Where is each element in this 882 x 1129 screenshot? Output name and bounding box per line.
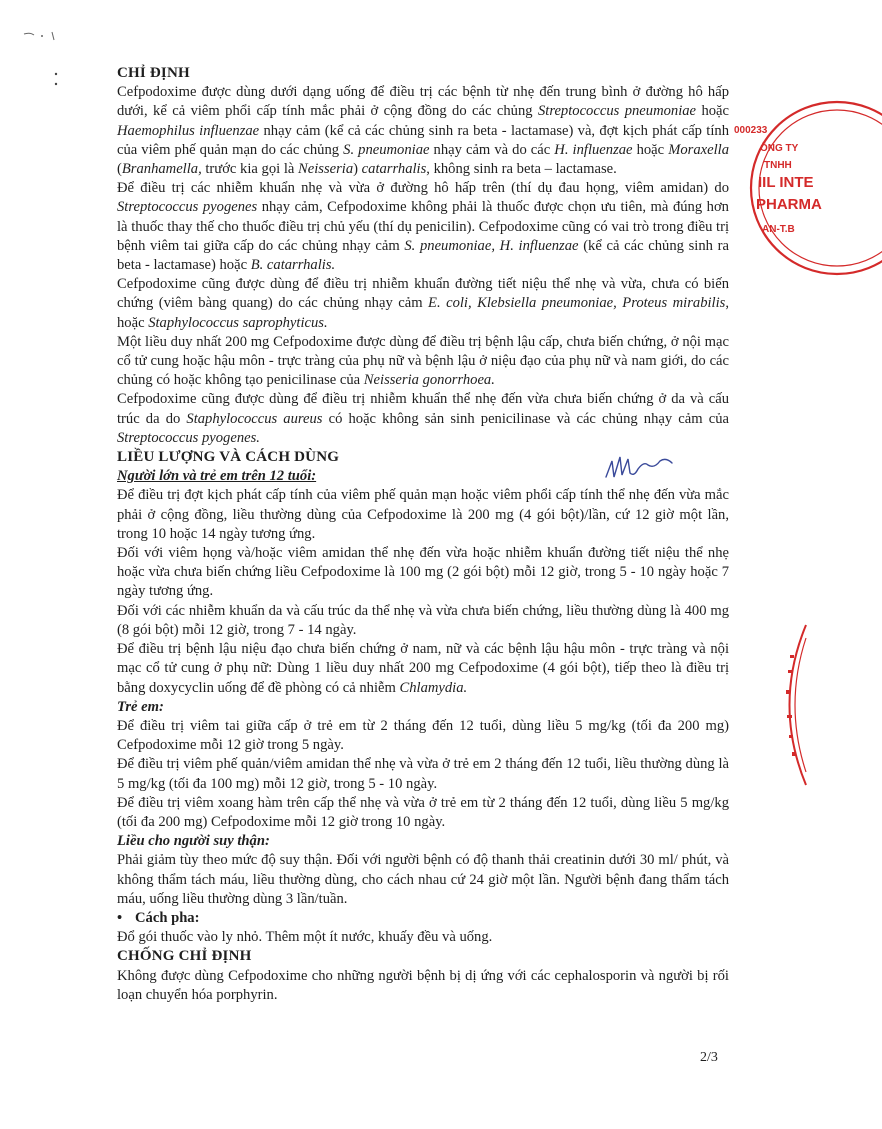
stamp-fragment — [768, 620, 808, 790]
dosage-adults-paragraph-3: Đối với các nhiễm khuẩn da và cấu trúc da thể nhẹ và vừa chưa biến chứng, liều thường dùng là 400 mg (8 gói bột) mỗi 12 giờ, trong 7 - 14 ngày. — [117, 602, 729, 638]
dosage-children-paragraph-2: Để điều trị viêm phế quản/viêm amidan thể nhẹ và vừa ở trẻ em 2 tháng đến 12 tuổi, liều thường dùng là 5 mg/kg (tối đa 100 mg) mỗi 12 giờ, trong 5 - 10 ngày. — [117, 756, 729, 792]
signature-icon — [600, 447, 680, 487]
dosage-children-paragraph-3: Để điều trị viêm xoang hàm trên cấp thể nhẹ và vừa ở trẻ em từ 2 tháng đến 12 tuổi, dùng liều 5 mg/kg (tối đa 200 mg) Cefpodoxime mỗi 12 giờ trong 10 ngày. — [117, 794, 729, 830]
stamp-text-4: IIL INTE — [758, 174, 814, 191]
preparation-paragraph: Đổ gói thuốc vào ly nhỏ. Thêm một ít nước, khuấy đều và uống. — [117, 929, 493, 946]
stamp-text-6: AN-T.B — [762, 224, 795, 235]
dosage-children-paragraph-1: Để điều trị viêm tai giữa cấp ở trẻ em từ 2 tháng đến 12 tuổi, dùng liều 5 mg/kg (tối đa 200 mg) Cefpodoxime mỗi 12 giờ trong 5 ngày. — [117, 717, 729, 754]
subheading-adults: Người lớn và trẻ em trên 12 tuổi: — [117, 468, 317, 485]
subheading-preparation — [117, 909, 729, 928]
indications-paragraph-2: Để điều trị các nhiễm khuẩn nhẹ và vừa ở đường hô hấp trên (thí dụ đau họng, viêm amidan) do Streptococcus pyogenes nhạy cảm, Cefpodoxime không phải là thuốc được chọn ưu tiên, mà đúng hơn là thuốc thay thế cho thuốc điều trị chủ yếu (thí dụ penicilin). Cefpodoxime cũng có vai trò trong điều trị bệnh viêm tai giữa cấp do các chủng nhạy cảm S. pneumoniae, H. influenzae (kể cả các chủng sinh ra beta - lactamase) hoặc B. catarrhalis. — [117, 180, 729, 274]
dosage-adults-paragraph-2: Đối với viêm họng và/hoặc viêm amidan thể nhẹ đến vừa hoặc nhiễm khuẩn đường tiết niệu thể nhẹ hoặc vừa chưa biến chứng liều Cefpodoxime là 100 mg (2 gói bột) mỗi 12 giờ, trong 5 - 10 ngày hoặc 7 ngày tương ứng. — [117, 545, 729, 600]
stamp-text-5: PHARMA — [756, 196, 822, 213]
stamp-text-3: TNHH — [764, 160, 792, 171]
stamp-arc-icon — [768, 620, 808, 790]
indications-paragraph-1: Cefpodoxime được dùng dưới dạng uống để điều trị các bệnh từ nhẹ đến trung bình ở đường hô hấp dưới, kể cả viêm phổi cấp tính mắc phải ở cộng đồng do các chủng Streptococcus pneumoniae hoặc Haemophilus influenzae nhạy cảm (kể cả các chủng sinh ra beta - lactamase) và, đợt kịch phát cấp tính của viêm phế quản mạn do các chủng S. pneumoniae nhạy cảm và do các H. influenzae hoặc Moraxella (Branhamella, trước kia gọi là Neisseria) catarrhalis, không sinh ra beta – lactamase. — [117, 84, 729, 178]
heading-dosage: LIỀU LƯỢNG VÀ CÁCH DÙNG — [117, 449, 340, 466]
heading-contraindications: CHỐNG CHỈ ĐỊNH — [117, 948, 252, 965]
bullet-icon: • — [117, 909, 123, 926]
preparation-label: Cách pha: — [135, 909, 200, 926]
document-body — [117, 64, 729, 1005]
dosage-renal-paragraph: Phải giảm tùy theo mức độ suy thận. Đối với người bệnh có độ thanh thải creatinin dưới 30 ml/ phút, và không thẩm tách máu, liều thường dùng, cho cách nhau cứ 24 giờ một lần. Người bệnh đang thẩm tách máu, uống liều thường dùng 3 lần/tuần. — [117, 852, 729, 907]
contraindications-paragraph: Không được dùng Cefpodoxime cho những người bệnh bị dị ứng với các cephalosporin và người bị rối loạn chuyển hóa porphyrin. — [117, 967, 729, 1003]
stamp-text-2: ÔNG TY — [760, 143, 799, 154]
subheading-children: Trẻ em: — [117, 698, 164, 715]
company-stamp — [722, 98, 882, 278]
stamp-text-1: 000233 — [734, 125, 768, 136]
subheading-renal: Liều cho người suy thận: — [117, 833, 270, 850]
indications-paragraph-5: Cefpodoxime cũng được dùng để điều trị nhiễm khuẩn thể nhẹ đến vừa chưa biến chứng ở da và cấu trúc da do Staphylococcus aureus có hoặc không sản sinh penicilinase và các chủng nhạy cảm của Streptococcus pyogenes. — [117, 391, 729, 446]
indications-paragraph-4: Một liều duy nhất 200 mg Cefpodoxime được dùng để điều trị bệnh lậu cấp, chưa biến chứng, ở nội mạc cổ tử cung hoặc hậu môn - trực tràng của phụ nữ và bệnh lậu ở niệu đạo của phụ nữ và nam giới, do các chủng có hoặc không tạo penicilinase của Neisseria gonorrhoea. — [117, 333, 729, 389]
page-number: 2/3 — [700, 1050, 718, 1065]
indications-paragraph-3: Cefpodoxime cũng được dùng để điều trị nhiễm khuẩn đường tiết niệu thể nhẹ và vừa, chưa có biến chứng (viêm bàng quang) do các chủng nhạy cảm E. coli, Klebsiella pneumoniae, Proteus mirabilis, hoặc Staphylococcus saprophyticus. — [117, 276, 730, 331]
heading-indications: CHỈ ĐỊNH — [117, 65, 190, 81]
dosage-adults-paragraph-4: Để điều trị bệnh lậu niệu đạo chưa biến chứng ở nam, nữ và các bệnh lậu hậu môn - trực tràng và nội mạc cổ tử cung ở phụ nữ: Dùng 1 liều duy nhất 200 mg Cefpodoxime (4 gói bột), tiếp theo là điều trị bằng doxycyclin uống để đề phòng có cả nhiễm Chlamydia. — [117, 641, 729, 696]
margin-marks-icon — [20, 22, 80, 92]
dosage-adults-paragraph-1: Để điều trị đợt kịch phát cấp tính của viêm phế quản mạn hoặc viêm phổi cấp tính thể nhẹ đến vừa mắc phải ở cộng đồng, liều thường dùng của Cefpodoxime là 200 mg (4 gói bột)/lần, cứ 12 giờ một lần, trong 10 hoặc 14 ngày tương ứng. — [117, 487, 729, 542]
